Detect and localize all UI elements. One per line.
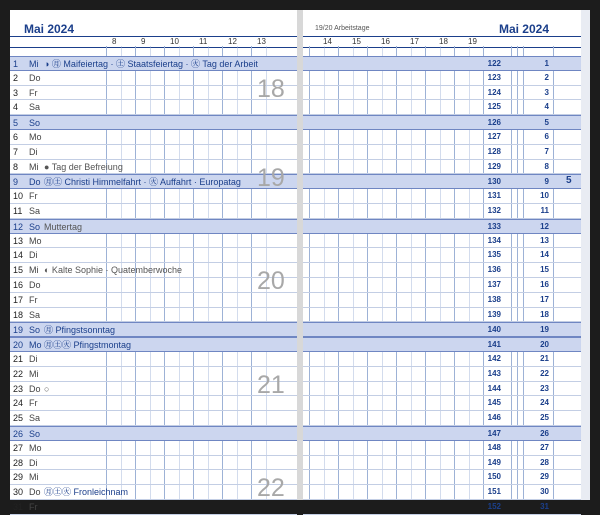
day-number: 3 xyxy=(13,87,19,98)
day-row[interactable] xyxy=(10,248,297,263)
week-number: 22 xyxy=(257,474,285,503)
week-number: 20 xyxy=(257,267,285,296)
day-row[interactable] xyxy=(10,293,297,308)
day-number: 24 xyxy=(13,398,24,409)
day-number: 23 xyxy=(13,383,24,394)
day-number: 31 xyxy=(540,502,549,511)
day-number: 12 xyxy=(540,221,549,231)
weekday: Fr xyxy=(29,294,38,305)
day-row[interactable] xyxy=(303,500,581,515)
day-row[interactable] xyxy=(10,411,297,426)
hour-label: 10 xyxy=(170,37,179,46)
day-row[interactable] xyxy=(303,145,581,160)
day-of-year: 129 xyxy=(487,161,501,171)
day-number: 28 xyxy=(540,457,549,467)
right-page xyxy=(303,10,581,511)
day-number: 27 xyxy=(540,442,549,452)
workdays-count: 19/20 Arbeitstage xyxy=(315,25,370,32)
day-row[interactable] xyxy=(10,56,297,71)
day-number: 8 xyxy=(13,161,19,172)
day-row[interactable] xyxy=(10,367,297,382)
day-number: 25 xyxy=(540,413,549,423)
header-rule xyxy=(303,47,581,48)
day-row[interactable] xyxy=(10,278,297,293)
day-row[interactable] xyxy=(10,71,297,86)
hour-label: 13 xyxy=(257,37,266,46)
day-number: 29 xyxy=(13,472,24,483)
day-of-year: 132 xyxy=(487,206,501,215)
day-row[interactable] xyxy=(10,160,297,175)
day-number: 1 xyxy=(544,59,549,68)
day-number: 6 xyxy=(13,132,19,142)
day-of-year: 147 xyxy=(487,429,501,438)
hour-label: 19 xyxy=(468,37,477,46)
day-number: 13 xyxy=(540,235,549,245)
day-of-year: 140 xyxy=(487,325,501,335)
header-rule xyxy=(10,36,297,37)
day-number: 20 xyxy=(13,340,24,351)
day-row[interactable] xyxy=(10,441,297,456)
day-row[interactable] xyxy=(303,396,581,411)
day-row[interactable] xyxy=(303,426,581,441)
day-number: 21 xyxy=(540,354,549,363)
day-number: 12 xyxy=(13,221,24,232)
day-number: 13 xyxy=(13,235,24,246)
day-number: 18 xyxy=(540,309,549,319)
day-row[interactable] xyxy=(10,470,297,485)
day-of-year: 150 xyxy=(487,472,501,482)
day-number: 9 xyxy=(13,177,19,188)
weekday: Mo xyxy=(29,442,42,453)
day-number: 17 xyxy=(540,294,549,304)
day-of-year: 124 xyxy=(487,87,501,97)
day-number: 15 xyxy=(13,265,24,276)
day-row[interactable] xyxy=(303,189,581,204)
day-number: 9 xyxy=(544,177,549,187)
day-number: 26 xyxy=(540,429,549,438)
day-of-year: 123 xyxy=(487,72,501,82)
weekday: So xyxy=(29,118,41,129)
day-row[interactable] xyxy=(10,189,297,204)
day-of-year: 134 xyxy=(487,235,501,245)
weekday: Mo xyxy=(29,235,42,246)
day-note: ㊊㊏㊋ Fronleichnam xyxy=(44,487,129,498)
weekday: Fr xyxy=(29,87,38,98)
day-number: 30 xyxy=(540,487,549,497)
day-number: 7 xyxy=(544,146,549,156)
day-number: 18 xyxy=(13,309,24,320)
header-rule xyxy=(10,47,297,48)
week-number: 18 xyxy=(257,74,285,103)
day-row[interactable] xyxy=(303,71,581,86)
day-row[interactable] xyxy=(303,56,581,71)
hour-label: 11 xyxy=(199,37,208,46)
day-number: 26 xyxy=(13,429,24,439)
hour-label: 16 xyxy=(381,37,390,46)
hour-label: 14 xyxy=(323,37,332,46)
day-note: ◑ ㊊ Maifeiertag · ㊏ Staatsfeiertag · ㊋ Tag der Arbeit xyxy=(44,59,258,69)
day-row[interactable] xyxy=(10,500,297,515)
week-number: 19 xyxy=(257,163,285,192)
day-row[interactable] xyxy=(303,100,581,115)
weekday: Fr xyxy=(29,398,38,409)
day-number: 11 xyxy=(13,206,23,216)
day-row[interactable] xyxy=(10,263,297,278)
weekday: Mi xyxy=(29,265,39,276)
day-row[interactable] xyxy=(303,308,581,323)
day-number: 6 xyxy=(544,132,549,141)
week-number: 21 xyxy=(257,370,285,399)
weekday: Do xyxy=(29,280,41,290)
weekday: Di xyxy=(29,250,38,261)
weekday: Di xyxy=(29,457,38,468)
day-row[interactable] xyxy=(10,219,297,234)
day-row[interactable] xyxy=(303,337,581,352)
weekday: So xyxy=(29,221,41,232)
day-row[interactable] xyxy=(10,174,297,189)
weekday: Mi xyxy=(29,59,39,69)
day-of-year: 125 xyxy=(487,102,501,112)
day-number: 22 xyxy=(540,368,549,378)
day-of-year: 141 xyxy=(487,340,501,350)
day-number: 4 xyxy=(13,102,19,113)
hour-label: 9 xyxy=(141,37,146,46)
day-of-year: 139 xyxy=(487,309,501,319)
day-row[interactable] xyxy=(10,130,297,145)
day-of-year: 126 xyxy=(487,118,501,128)
month-title: Mai 2024 xyxy=(24,22,75,36)
weekday: Di xyxy=(29,146,38,157)
day-row[interactable] xyxy=(303,293,581,308)
day-number: 19 xyxy=(540,325,549,335)
day-row[interactable] xyxy=(10,456,297,471)
hour-label: 8 xyxy=(112,37,117,46)
weekday: Sa xyxy=(29,413,41,424)
weekday: Do xyxy=(29,383,41,394)
day-of-year: 130 xyxy=(487,177,501,187)
day-number: 5 xyxy=(13,118,19,129)
day-number: 4 xyxy=(544,102,549,112)
day-number: 17 xyxy=(13,294,24,305)
hour-label: 18 xyxy=(439,37,448,46)
day-row[interactable] xyxy=(10,322,297,337)
day-number: 3 xyxy=(544,87,549,97)
day-row[interactable] xyxy=(303,441,581,456)
weekday: Do xyxy=(29,487,41,498)
day-number: 10 xyxy=(540,191,549,201)
day-number: 10 xyxy=(13,191,24,202)
day-number: 16 xyxy=(540,280,549,289)
day-number: 14 xyxy=(13,250,24,261)
day-of-year: 145 xyxy=(487,398,501,408)
day-number: 5 xyxy=(544,118,549,128)
weekday: Mo xyxy=(29,132,42,142)
day-row[interactable] xyxy=(10,382,297,397)
day-of-year: 144 xyxy=(487,383,501,393)
day-of-year: 142 xyxy=(487,354,501,363)
weekday: So xyxy=(29,429,41,439)
day-row[interactable] xyxy=(10,308,297,323)
day-number: 30 xyxy=(13,487,24,498)
day-row[interactable] xyxy=(303,130,581,145)
weekday: Mi xyxy=(29,368,39,379)
weekday: Do xyxy=(29,72,41,83)
weekday: Fr xyxy=(29,502,38,512)
day-of-year: 133 xyxy=(487,221,501,231)
day-row[interactable] xyxy=(10,100,297,115)
day-row[interactable] xyxy=(303,485,581,500)
day-of-year: 138 xyxy=(487,294,501,304)
day-of-year: 143 xyxy=(487,368,501,378)
day-of-year: 152 xyxy=(487,502,501,511)
weekday: Mo xyxy=(29,340,42,351)
day-row[interactable] xyxy=(303,367,581,382)
day-row[interactable] xyxy=(303,382,581,397)
day-of-year: 136 xyxy=(487,265,501,275)
day-row[interactable] xyxy=(303,322,581,337)
day-number: 2 xyxy=(544,72,549,82)
weekday: Di xyxy=(29,354,38,364)
day-row[interactable] xyxy=(303,115,581,130)
hour-label: 17 xyxy=(410,37,419,46)
day-number: 8 xyxy=(544,161,549,171)
weekday: Fr xyxy=(29,191,38,202)
day-row[interactable] xyxy=(10,337,297,352)
day-number: 14 xyxy=(540,250,549,260)
day-number: 20 xyxy=(540,340,549,350)
day-note: ㊊㊏ Christi Himmelfahrt · ㊋ Auffahrt · Europatag xyxy=(44,177,241,188)
day-row[interactable] xyxy=(303,204,581,219)
day-number: 21 xyxy=(13,354,24,364)
day-row[interactable] xyxy=(303,352,581,367)
day-row[interactable] xyxy=(303,470,581,485)
day-of-year: 128 xyxy=(487,146,501,156)
day-row[interactable] xyxy=(303,456,581,471)
weekday: Sa xyxy=(29,102,41,113)
day-note: ◐ Kalte Sophie · Quatemberwoche xyxy=(44,265,183,276)
day-row[interactable] xyxy=(10,115,297,130)
page-number: 5 xyxy=(566,175,572,186)
day-of-year: 135 xyxy=(487,250,501,260)
day-of-year: 127 xyxy=(487,132,501,141)
day-number: 11 xyxy=(540,206,549,215)
weekday: Sa xyxy=(29,309,41,320)
weekday: So xyxy=(29,325,41,336)
day-row[interactable] xyxy=(303,248,581,263)
day-number: 29 xyxy=(540,472,549,482)
weekday: Mi xyxy=(29,161,39,172)
day-note: ㊊ Pfingstsonntag xyxy=(44,325,116,336)
day-row[interactable] xyxy=(10,485,297,500)
day-row[interactable] xyxy=(10,86,297,101)
day-number: 16 xyxy=(13,280,24,290)
month-title: Mai 2024 xyxy=(498,22,549,36)
day-row[interactable] xyxy=(10,352,297,367)
day-number: 15 xyxy=(540,265,549,275)
day-of-year: 146 xyxy=(487,413,501,423)
day-note: ㊊㊏㊋ Pfingstmontag xyxy=(44,340,132,351)
day-row[interactable] xyxy=(10,426,297,441)
day-row[interactable] xyxy=(303,278,581,293)
day-number: 7 xyxy=(13,146,19,157)
day-of-year: 137 xyxy=(487,280,501,289)
day-of-year: 149 xyxy=(487,457,501,467)
day-number: 23 xyxy=(540,383,549,393)
day-note: ○ xyxy=(44,383,50,394)
day-number: 2 xyxy=(13,72,19,83)
day-number: 24 xyxy=(540,398,549,408)
left-page xyxy=(10,10,297,512)
day-number: 25 xyxy=(13,413,24,424)
day-of-year: 122 xyxy=(487,59,501,68)
day-row[interactable] xyxy=(303,86,581,101)
weekday: Mi xyxy=(29,472,39,483)
day-row[interactable] xyxy=(10,234,297,249)
hour-label: 12 xyxy=(228,37,237,46)
day-row[interactable] xyxy=(303,219,581,234)
day-number: 1 xyxy=(13,59,19,69)
day-row[interactable] xyxy=(303,160,581,175)
day-row[interactable] xyxy=(303,411,581,426)
day-row[interactable] xyxy=(303,174,581,189)
day-row[interactable] xyxy=(303,263,581,278)
day-of-year: 148 xyxy=(487,442,501,452)
day-number: 28 xyxy=(13,457,24,468)
day-row[interactable] xyxy=(10,396,297,411)
hour-label: 15 xyxy=(352,37,361,46)
day-number: 19 xyxy=(13,325,24,336)
day-row[interactable] xyxy=(10,204,297,219)
day-row[interactable] xyxy=(303,234,581,249)
day-number: 27 xyxy=(13,442,24,453)
day-of-year: 131 xyxy=(487,191,501,201)
day-note: ● Tag der Befreiung xyxy=(44,161,123,172)
day-row[interactable] xyxy=(10,145,297,160)
day-note: Muttertag xyxy=(44,221,83,232)
weekday: Sa xyxy=(29,206,41,216)
day-number: 31 xyxy=(13,502,24,512)
day-number: 22 xyxy=(13,368,24,379)
side-strip xyxy=(581,10,590,500)
day-of-year: 151 xyxy=(487,487,501,497)
weekday: Do xyxy=(29,177,41,188)
